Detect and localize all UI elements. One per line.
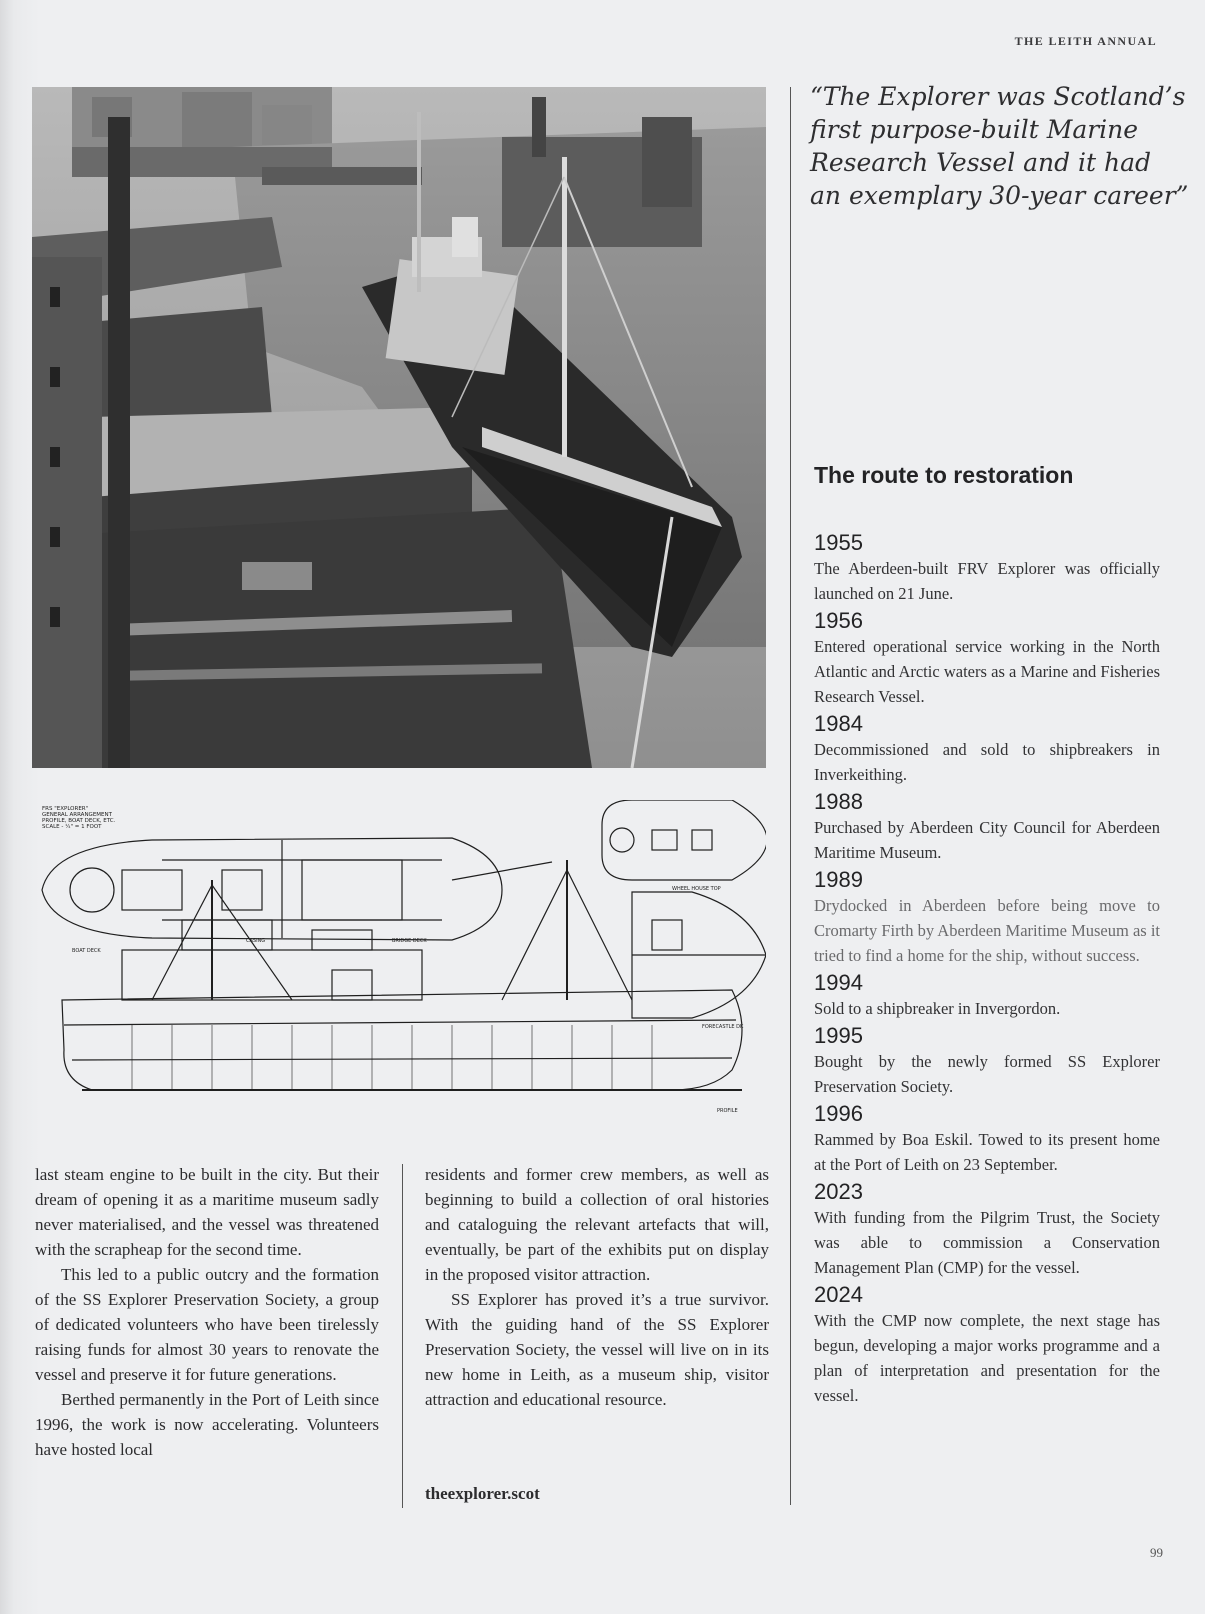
timeline — [814, 530, 1160, 1410]
running-head: THE LEITH ANNUAL — [1014, 34, 1157, 48]
body-paragraph: SS Explorer has proved it’s a true survivor. With the guiding hand of the SS Explorer Preservation Society, the vessel will live on in its new home in Leith, as a museum ship, visitor attraction and educational resource. — [425, 1290, 769, 1409]
column-divider — [402, 1164, 403, 1508]
ship-photo-illustration — [32, 87, 766, 768]
column-divider — [790, 87, 791, 1505]
timeline-text: Sold to a shipbreaker in Invergordon. — [814, 999, 1061, 1018]
timeline-year: 1984 — [814, 711, 863, 736]
pull-quote-line: an exemplary 30-year career” — [810, 181, 1189, 210]
timeline-item — [814, 530, 1160, 606]
website-link[interactable]: theexplorer.scot — [425, 1484, 540, 1503]
body-paragraph: last steam engine to be built in the city. But their dream of opening it as a maritime museum sadly never materialised, and the vessel was threatened with the scrapheap for the second time. — [35, 1165, 379, 1259]
ship-plan-drawing — [32, 800, 766, 1144]
label-wheel-house-top: WHEEL HOUSE TOP — [672, 886, 721, 892]
timeline-text: With funding from the Pilgrim Trust, the Society was able to commission a Conservation Management Plan (CMP) for the vessel. — [814, 1208, 1160, 1277]
body-paragraph: This led to a public outcry and the formation of the SS Explorer Preservation Society, a group of dedicated volunteers who have been tirelessly raising funds for almost 30 years to renovate the vessel and preserve it for future generations. — [35, 1265, 379, 1384]
timeline-text: Bought by the newly formed SS Explorer Preservation Society. — [814, 1052, 1160, 1096]
plan-caption-line: FRS "EXPLORER" — [42, 806, 89, 812]
label-profile: PROFILE — [717, 1108, 738, 1114]
timeline-year: 1995 — [814, 1023, 863, 1048]
timeline-text: Drydocked in Aberdeen before being move to Cromarty Firth by Aberdeen Maritime Museum as it tried to find a home for the ship, without success. — [814, 896, 1160, 965]
body-column-2 — [425, 1162, 769, 1412]
timeline-item — [814, 711, 1160, 787]
ship-photo — [32, 87, 766, 768]
page-number: 99 — [1150, 1545, 1163, 1560]
plan-caption-line: SCALE - ¼" = 1 FOOT — [42, 824, 102, 830]
pull-quote-line: Research Vessel and it had — [810, 148, 1152, 177]
timeline-item — [814, 867, 1160, 968]
timeline-year: 1996 — [814, 1101, 863, 1126]
timeline-item — [814, 789, 1160, 865]
timeline-text: With the CMP now complete, the next stage has begun, developing a major works programme and a plan of interpretation and presentation for the vessel. — [814, 1311, 1160, 1405]
label-casing: CASING — [246, 938, 266, 944]
timeline-year: 1989 — [814, 867, 863, 892]
body-paragraph: residents and former crew members, as well as beginning to build a collection of oral histories and cataloguing the relevant artefacts that will, eventually, be part of the exhibits put on display in the proposed visitor attraction. — [425, 1165, 769, 1284]
timeline-text: Entered operational service working in the North Atlantic and Arctic waters as a Marine and Fisheries Research Vessel. — [814, 637, 1160, 706]
timeline-year: 1956 — [814, 608, 863, 633]
timeline-text: Decommissioned and sold to shipbreakers in Inverkeithing. — [814, 740, 1160, 784]
timeline-item — [814, 608, 1160, 709]
body-paragraph: Berthed permanently in the Port of Leith since 1996, the work is now accelerating. Volunteers have hosted local — [35, 1390, 379, 1459]
label-bridge-deck: BRIDGE DECK — [392, 938, 427, 944]
plan-caption-line: PROFILE, BOAT DECK, ETC. — [42, 818, 116, 824]
timeline-heading: The route to restoration — [814, 462, 1074, 488]
label-boat-deck: BOAT DECK — [72, 948, 101, 954]
timeline-year: 1988 — [814, 789, 863, 814]
timeline-item — [814, 970, 1160, 1021]
pull-quote-line: first purpose-built Marine — [810, 115, 1139, 144]
timeline-item — [814, 1023, 1160, 1099]
timeline-item — [814, 1282, 1160, 1408]
plan-title-block — [42, 806, 182, 830]
timeline-text: Purchased by Aberdeen City Council for Aberdeen Maritime Museum. — [814, 818, 1160, 862]
timeline-year: 1994 — [814, 970, 863, 995]
pull-quote-line: “The Explorer was Scotland’s — [810, 82, 1186, 111]
general-arrangement-plan — [32, 800, 766, 1144]
timeline-item — [814, 1179, 1160, 1280]
label-forecastle-deck: FORECASTLE DK — [702, 1024, 744, 1030]
body-column-1 — [35, 1162, 379, 1462]
timeline-text: Rammed by Boa Eskil. Towed to its present home at the Port of Leith on 23 September. — [814, 1130, 1160, 1174]
timeline-year: 2023 — [814, 1179, 863, 1204]
timeline-item — [814, 1101, 1160, 1177]
timeline-text: The Aberdeen-built FRV Explorer was officially launched on 21 June. — [814, 559, 1160, 603]
timeline-year: 1955 — [814, 530, 863, 555]
plan-caption-line: GENERAL ARRANGEMENT — [42, 812, 112, 818]
timeline-year: 2024 — [814, 1282, 863, 1307]
pull-quote — [810, 80, 1189, 212]
